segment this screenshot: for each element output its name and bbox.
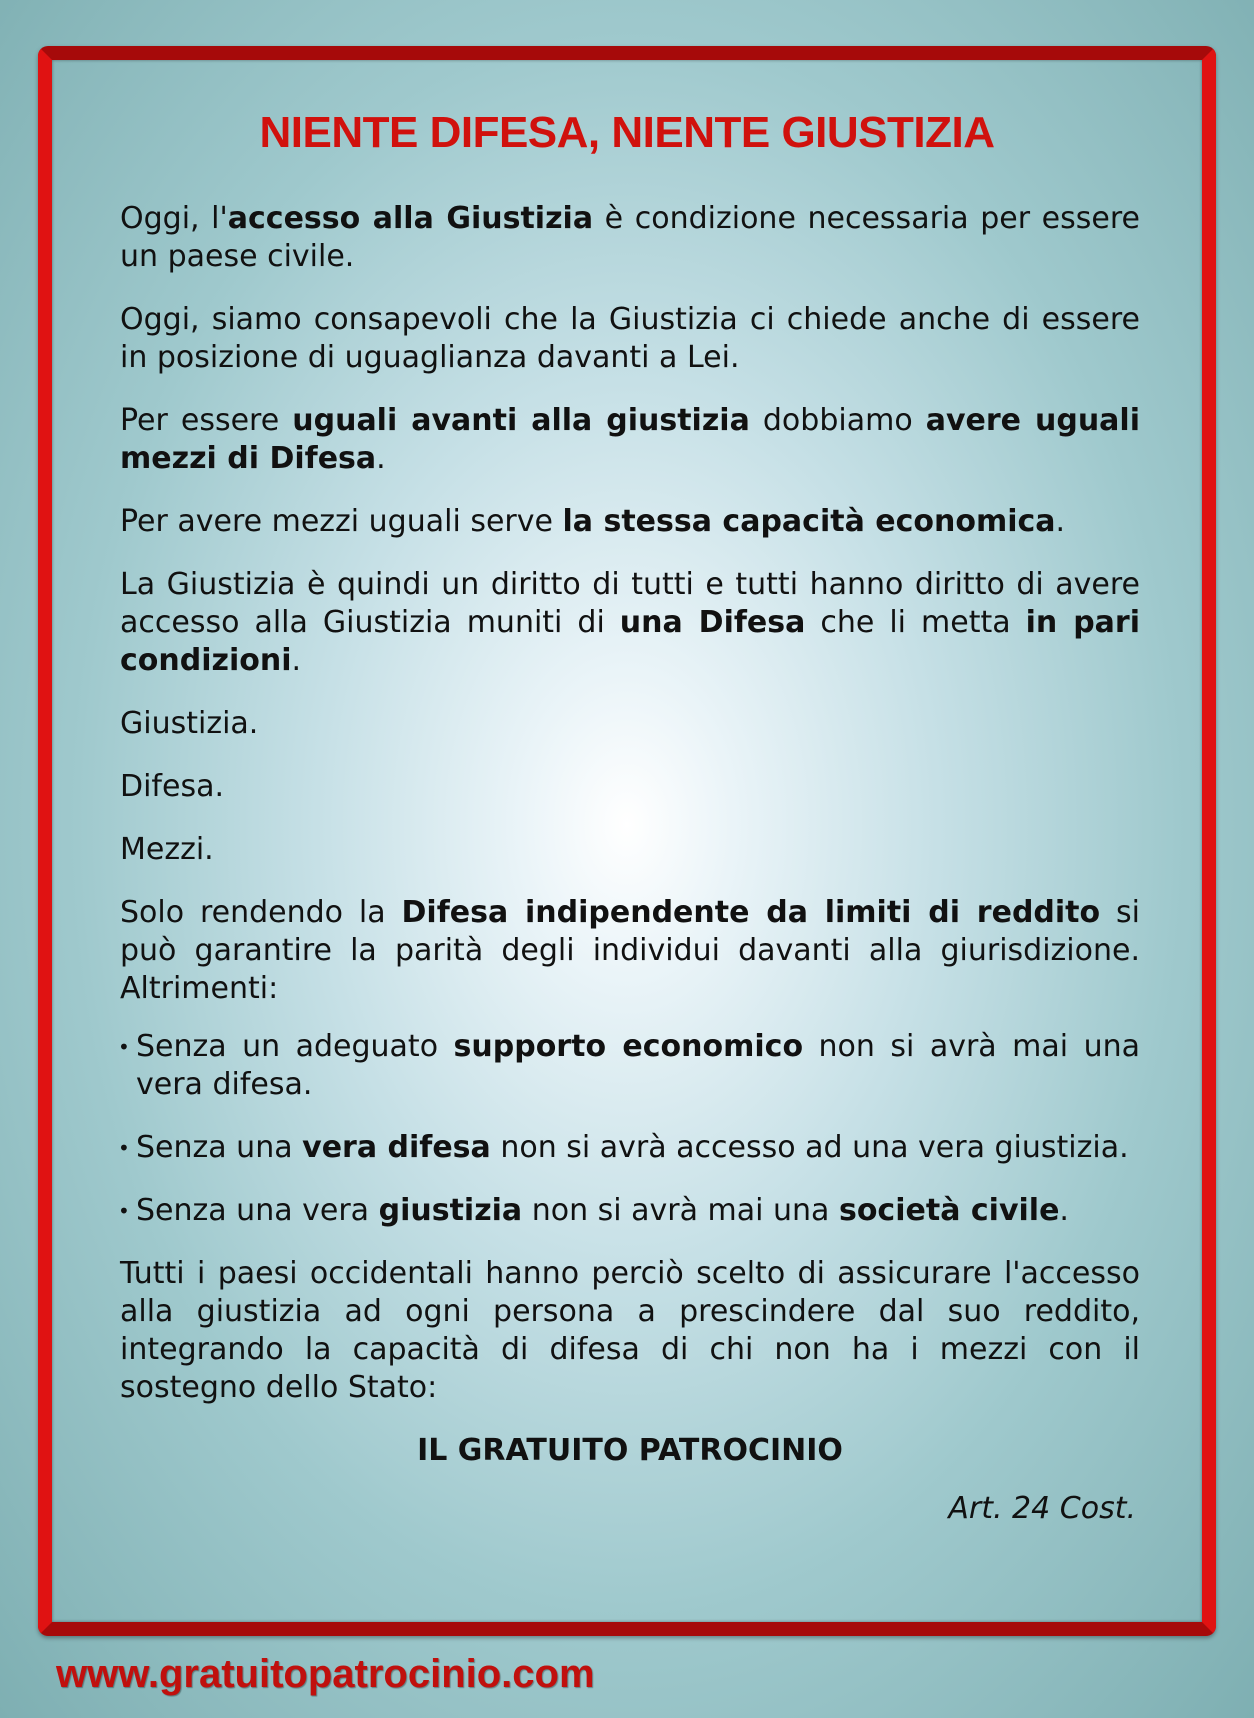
text-run: non si avrà mai una (522, 1193, 839, 1228)
text-run: Solo rendendo la (120, 895, 402, 930)
list-item (120, 1129, 1140, 1167)
text-run: non si avrà mai una vera difesa. (136, 1029, 1140, 1102)
text-run: La Giustizia è quindi un diritto di tutti e tutti hanno diritto di avere accesso alla Giustizia muniti di (120, 567, 1140, 640)
bold-run: avere uguali mezzi di Difesa (120, 403, 1140, 476)
text-run: si può garantire la parità degli individui davanti alla giurisdizione. Altrimenti: (120, 895, 1140, 1006)
text-run: . (1059, 1193, 1069, 1228)
paragraph-access (120, 200, 1140, 276)
page-title: NIENTE DIFESA, NIENTE GIUSTIZIA (259, 108, 995, 157)
text-run: dobbiamo (749, 403, 926, 438)
bold-run: una Difesa (619, 605, 806, 640)
text-run: che li metta (805, 605, 1026, 640)
document-body (120, 200, 1140, 1553)
text-run: Oggi, l' (120, 201, 228, 236)
text-run: non si avrà accesso ad una vera giustizia. (490, 1130, 1129, 1165)
bold-run: vera difesa (302, 1130, 491, 1165)
text-run: . (291, 643, 302, 678)
text-run: . (1055, 504, 1066, 539)
website-url[interactable]: www.gratuitopatrocinio.com (56, 1652, 595, 1696)
paragraph-right (120, 566, 1140, 680)
citation: Art. 24 Cost. (948, 1491, 1136, 1526)
bold-run: la stessa capacità economica (562, 504, 1056, 539)
emphasis-line: IL GRATUITO PATROCINIO (417, 1433, 843, 1468)
text-run: è condizione necessaria per essere un paese civile. (120, 201, 1140, 274)
text-run: Oggi, siamo consapevoli che la Giustizia ci chiede anche di essere in posizione di uguaglianza davanti a Lei. (120, 302, 1140, 375)
bold-run: giustizia (378, 1193, 523, 1228)
bold-run: società civile (838, 1193, 1060, 1228)
paragraph-mezzi: Mezzi. (120, 832, 214, 867)
list-item (120, 1028, 1140, 1104)
bold-run: uguali avanti alla giustizia (292, 403, 750, 438)
text-run: Senza un adeguato (136, 1029, 454, 1064)
paragraph-giustizia: Giustizia. (120, 706, 259, 741)
text-run: Per essere (120, 403, 293, 438)
list-item (120, 1192, 1140, 1230)
bold-run: supporto economico (453, 1029, 804, 1064)
paragraph-closing: Tutti i paesi occidentali hanno perciò scelto di assicurare l'accesso alla giustizia ad ogni persona a prescindere dal suo reddito, integrando la capacità di difesa di chi non ha i mezzi con il sostegno dello Stato: (120, 1256, 1140, 1405)
text-run: Per avere mezzi uguali serve (120, 504, 563, 539)
bullet-list (120, 1028, 1140, 1230)
bold-run: accesso alla Giustizia (227, 201, 594, 236)
paragraph-economic (120, 503, 1140, 541)
bold-run: Difesa indipendente da limiti di reddito (401, 895, 1101, 930)
text-run: Senza una (136, 1130, 303, 1165)
paragraph-equality (120, 301, 1140, 377)
paragraph-equal-means (120, 402, 1140, 478)
text-run: . (376, 441, 386, 476)
paragraph-independent (120, 894, 1140, 1008)
bold-run: in pari condizioni (120, 605, 1140, 678)
paragraph-difesa: Difesa. (120, 769, 225, 804)
text-run: Senza una vera (136, 1193, 379, 1228)
